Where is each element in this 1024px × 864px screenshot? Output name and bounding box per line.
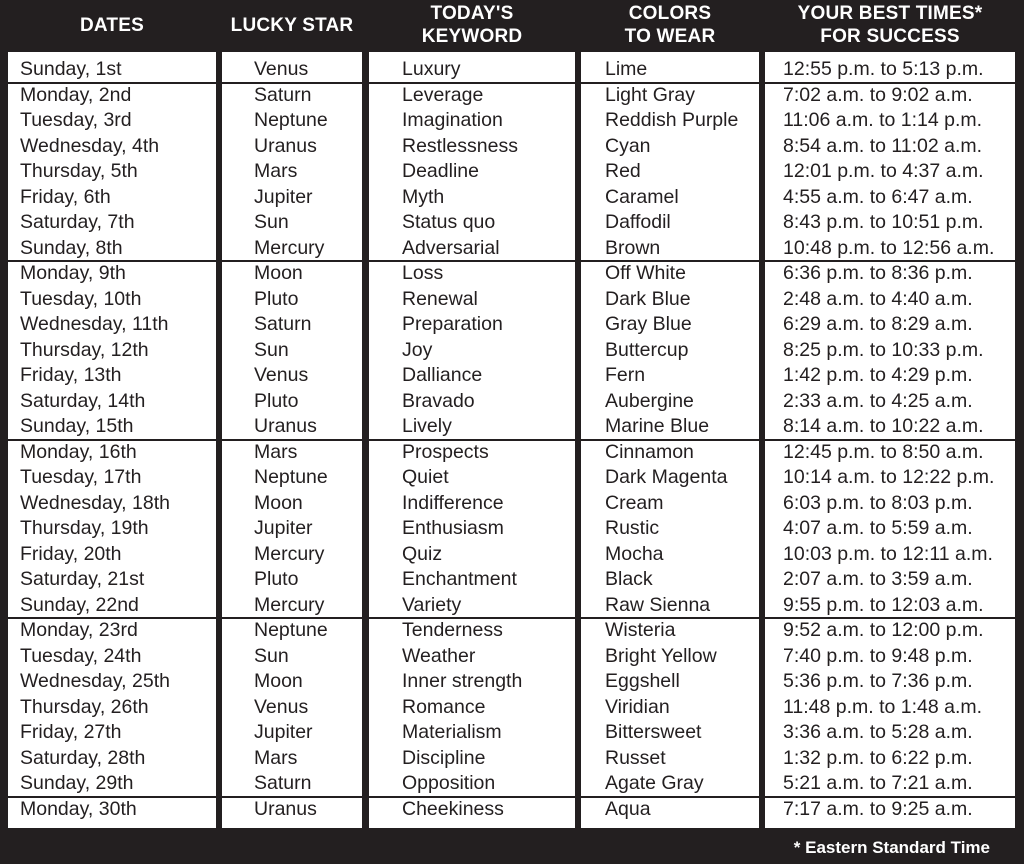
best-time-cell: 8:43 p.m. to 10:51 p.m.: [783, 211, 984, 233]
color-cell: Raw Sienna: [605, 593, 711, 616]
lucky-star-cell: Uranus: [254, 797, 317, 820]
header-line: DATES: [80, 14, 144, 36]
best-time-cell: 12:55 p.m. to 5:13 p.m.: [783, 58, 984, 80]
color-cell: Eggshell: [605, 670, 680, 692]
week-divider: [0, 82, 1024, 84]
header-line: LUCKY STAR: [230, 14, 354, 36]
best-time-cell: 11:06 a.m. to 1:14 p.m.: [783, 109, 983, 131]
week-divider: [0, 617, 1024, 619]
keyword-cell: Dalliance: [402, 364, 483, 386]
best-time-cell: 12:45 p.m. to 8:50 a.m.: [783, 440, 984, 463]
lucky-star-cell: Mercury: [254, 236, 325, 259]
color-cell: Aqua: [605, 797, 651, 820]
lucky-star-cell: Mars: [254, 440, 298, 463]
color-cell: Brown: [605, 236, 661, 259]
lucky-star-cell: Uranus: [254, 415, 317, 437]
best-time-cell: 3:36 a.m. to 5:28 a.m.: [783, 721, 973, 743]
best-time-cell: 1:32 p.m. to 6:22 p.m.: [783, 746, 973, 769]
best-time-cell: 2:33 a.m. to 4:25 a.m.: [783, 389, 973, 412]
best-time-cell: 10:03 p.m. to 12:11 a.m.: [783, 542, 993, 565]
footnote: * Eastern Standard Time: [793, 838, 990, 857]
lucky-star-cell: Saturn: [254, 83, 312, 106]
color-cell: Light Gray: [605, 83, 695, 106]
keyword-cell: Quiz: [402, 542, 443, 565]
week-divider: [0, 260, 1024, 262]
color-cell: Wisteria: [605, 619, 676, 641]
lucky-star-cell: Moon: [254, 670, 303, 692]
color-cell: Bittersweet: [605, 721, 702, 743]
lucky-star-cell: Neptune: [254, 109, 328, 131]
header-line: KEYWORD: [421, 26, 523, 47]
date-cell: Friday, 6th: [20, 185, 111, 208]
date-cell: Tuesday, 24th: [20, 644, 142, 667]
lucky-star-cell: Venus: [254, 695, 309, 718]
color-cell: Cyan: [605, 134, 651, 157]
week-divider: [0, 796, 1024, 798]
keyword-cell: Indifference: [402, 491, 504, 514]
date-cell: Wednesday, 18th: [20, 491, 170, 514]
date-cell: Saturday, 21st: [20, 568, 145, 590]
date-cell: Friday, 27th: [20, 721, 122, 743]
date-cell: Sunday, 15th: [20, 415, 134, 437]
lucky-star-cell: Mars: [254, 160, 298, 182]
keyword-cell: Imagination: [402, 109, 503, 131]
keyword-cell: Prospects: [402, 440, 489, 463]
color-cell: Caramel: [605, 185, 679, 208]
keyword-cell: Renewal: [402, 287, 478, 310]
header-line: TODAY'S: [430, 3, 514, 24]
header-line: COLORS: [628, 3, 712, 24]
header-lucky-star: [222, 0, 362, 50]
keyword-cell: Romance: [402, 695, 486, 718]
date-cell: Sunday, 8th: [20, 236, 123, 259]
date-cell: Tuesday, 17th: [20, 466, 142, 488]
color-cell: Viridian: [605, 695, 670, 718]
keyword-cell: Cheekiness: [402, 797, 504, 820]
color-cell: Lime: [605, 58, 648, 80]
best-time-cell: 11:48 p.m. to 1:48 a.m.: [783, 695, 983, 718]
keyword-cell: Enchantment: [402, 568, 517, 590]
header-dates: [8, 0, 216, 50]
best-time-cell: 9:52 a.m. to 12:00 p.m.: [783, 619, 984, 641]
header-line: TO WEAR: [624, 26, 716, 47]
color-cell: Black: [605, 568, 653, 590]
header-colors: [581, 0, 759, 50]
lucky-star-cell: Pluto: [254, 287, 299, 310]
keyword-cell: Enthusiasm: [402, 517, 504, 539]
lucky-star-cell: Saturn: [254, 772, 312, 794]
lucky-star-cell: Saturn: [254, 313, 312, 335]
keyword-cell: Opposition: [402, 772, 496, 794]
date-cell: Saturday, 28th: [20, 746, 146, 769]
date-cell: Wednesday, 25th: [20, 670, 170, 692]
best-time-cell: 1:42 p.m. to 4:29 p.m.: [783, 364, 973, 386]
date-cell: Wednesday, 4th: [20, 134, 160, 157]
date-cell: Monday, 2nd: [20, 83, 132, 106]
week-divider: [0, 439, 1024, 441]
color-cell: Marine Blue: [605, 415, 710, 437]
date-cell: Thursday, 19th: [20, 517, 149, 539]
header-best-times: [765, 0, 1015, 50]
color-cell: Buttercup: [605, 338, 689, 361]
lucky-star-cell: Venus: [254, 364, 309, 386]
color-cell: Reddish Purple: [605, 109, 739, 131]
keyword-cell: Joy: [402, 338, 433, 361]
lucky-star-cell: Sun: [254, 338, 289, 361]
best-time-cell: 7:17 a.m. to 9:25 a.m.: [783, 797, 973, 820]
lucky-star-cell: Sun: [254, 211, 289, 233]
best-time-cell: 5:21 a.m. to 7:21 a.m.: [783, 772, 973, 794]
color-cell: Mocha: [605, 542, 664, 565]
best-time-cell: 2:48 a.m. to 4:40 a.m.: [783, 287, 973, 310]
best-time-cell: 8:14 a.m. to 10:22 a.m.: [783, 415, 984, 437]
lucky-star-cell: Moon: [254, 491, 303, 514]
table-header: [0, 0, 1024, 50]
keyword-cell: Status quo: [402, 211, 496, 233]
color-cell: Daffodil: [605, 211, 671, 233]
keyword-cell: Inner strength: [402, 670, 523, 692]
header-line: FOR SUCCESS: [820, 26, 960, 47]
keyword-cell: Lively: [402, 415, 452, 437]
best-time-cell: 6:03 p.m. to 8:03 p.m.: [783, 491, 973, 514]
date-cell: Sunday, 29th: [20, 772, 134, 794]
keyword-cell: Luxury: [402, 58, 461, 80]
lucky-star-cell: Pluto: [254, 389, 299, 412]
date-cell: Thursday, 12th: [20, 338, 149, 361]
date-cell: Thursday, 5th: [20, 160, 138, 182]
date-cell: Wednesday, 11th: [20, 313, 169, 335]
date-cell: Saturday, 7th: [20, 211, 135, 233]
lucky-star-cell: Pluto: [254, 568, 299, 590]
lucky-star-cell: Moon: [254, 262, 303, 284]
color-cell: Off White: [605, 262, 686, 284]
best-time-cell: 7:40 p.m. to 9:48 p.m.: [783, 644, 973, 667]
header-keyword: [369, 0, 575, 50]
lucky-star-cell: Jupiter: [254, 721, 313, 743]
keyword-cell: Variety: [402, 593, 462, 616]
lucky-star-cell: Sun: [254, 644, 289, 667]
best-time-cell: 7:02 a.m. to 9:02 a.m.: [783, 83, 973, 106]
color-cell: Dark Magenta: [605, 466, 728, 488]
date-cell: Thursday, 26th: [20, 695, 149, 718]
color-cell: Bright Yellow: [605, 644, 717, 667]
date-cell: Sunday, 22nd: [20, 593, 139, 616]
best-time-cell: 4:55 a.m. to 6:47 a.m.: [783, 185, 973, 208]
color-cell: Red: [605, 160, 641, 182]
lucky-star-cell: Mercury: [254, 593, 325, 616]
color-cell: Gray Blue: [605, 313, 692, 335]
date-cell: Sunday, 1st: [20, 58, 122, 80]
date-cell: Tuesday, 10th: [20, 287, 142, 310]
color-cell: Russet: [605, 746, 666, 769]
lucky-star-cell: Venus: [254, 58, 309, 80]
best-time-cell: 6:29 a.m. to 8:29 a.m.: [783, 313, 973, 335]
best-time-cell: 8:54 a.m. to 11:02 a.m.: [783, 134, 983, 157]
keyword-cell: Myth: [402, 185, 445, 208]
color-cell: Agate Gray: [605, 772, 704, 794]
date-cell: Tuesday, 3rd: [20, 109, 132, 131]
keyword-cell: Weather: [402, 644, 476, 667]
best-time-cell: 4:07 a.m. to 5:59 a.m.: [783, 517, 973, 539]
best-time-cell: 9:55 p.m. to 12:03 a.m.: [783, 593, 984, 616]
header-line: YOUR BEST TIMES*: [797, 3, 983, 24]
keyword-cell: Leverage: [402, 83, 484, 106]
keyword-cell: Materialism: [402, 721, 502, 743]
best-time-cell: 5:36 p.m. to 7:36 p.m.: [783, 670, 973, 692]
date-cell: Monday, 9th: [20, 262, 126, 284]
keyword-cell: Preparation: [402, 313, 503, 335]
best-time-cell: 8:25 p.m. to 10:33 p.m.: [783, 338, 984, 361]
lucky-star-cell: Neptune: [254, 619, 328, 641]
date-cell: Saturday, 14th: [20, 389, 146, 412]
color-cell: Rustic: [605, 517, 660, 539]
color-cell: Aubergine: [605, 389, 694, 412]
keyword-cell: Loss: [402, 262, 444, 284]
date-cell: Friday, 13th: [20, 364, 122, 386]
keyword-cell: Deadline: [402, 160, 479, 182]
best-time-cell: 2:07 a.m. to 3:59 a.m.: [783, 568, 973, 590]
date-cell: Monday, 30th: [20, 797, 137, 820]
best-time-cell: 10:14 a.m. to 12:22 p.m.: [783, 466, 995, 488]
best-time-cell: 6:36 p.m. to 8:36 p.m.: [783, 262, 973, 284]
lucky-star-cell: Jupiter: [254, 185, 313, 208]
lucky-star-cell: Jupiter: [254, 517, 313, 539]
color-cell: Cream: [605, 491, 664, 514]
date-cell: Friday, 20th: [20, 542, 122, 565]
lucky-star-cell: Mars: [254, 746, 298, 769]
keyword-cell: Bravado: [402, 389, 475, 412]
color-cell: Fern: [605, 364, 646, 386]
keyword-cell: Quiet: [402, 466, 449, 488]
date-cell: Monday, 23rd: [20, 619, 138, 641]
color-cell: Dark Blue: [605, 287, 691, 310]
keyword-cell: Restlessness: [402, 134, 518, 157]
keyword-cell: Tenderness: [402, 619, 503, 641]
color-cell: Cinnamon: [605, 440, 694, 463]
best-time-cell: 10:48 p.m. to 12:56 a.m.: [783, 236, 995, 259]
lucky-star-cell: Neptune: [254, 466, 328, 488]
keyword-cell: Discipline: [402, 746, 486, 769]
best-time-cell: 12:01 p.m. to 4:37 a.m.: [783, 160, 984, 182]
date-cell: Monday, 16th: [20, 440, 137, 463]
keyword-cell: Adversarial: [402, 236, 500, 259]
lucky-star-cell: Mercury: [254, 542, 325, 565]
lucky-star-cell: Uranus: [254, 134, 317, 157]
